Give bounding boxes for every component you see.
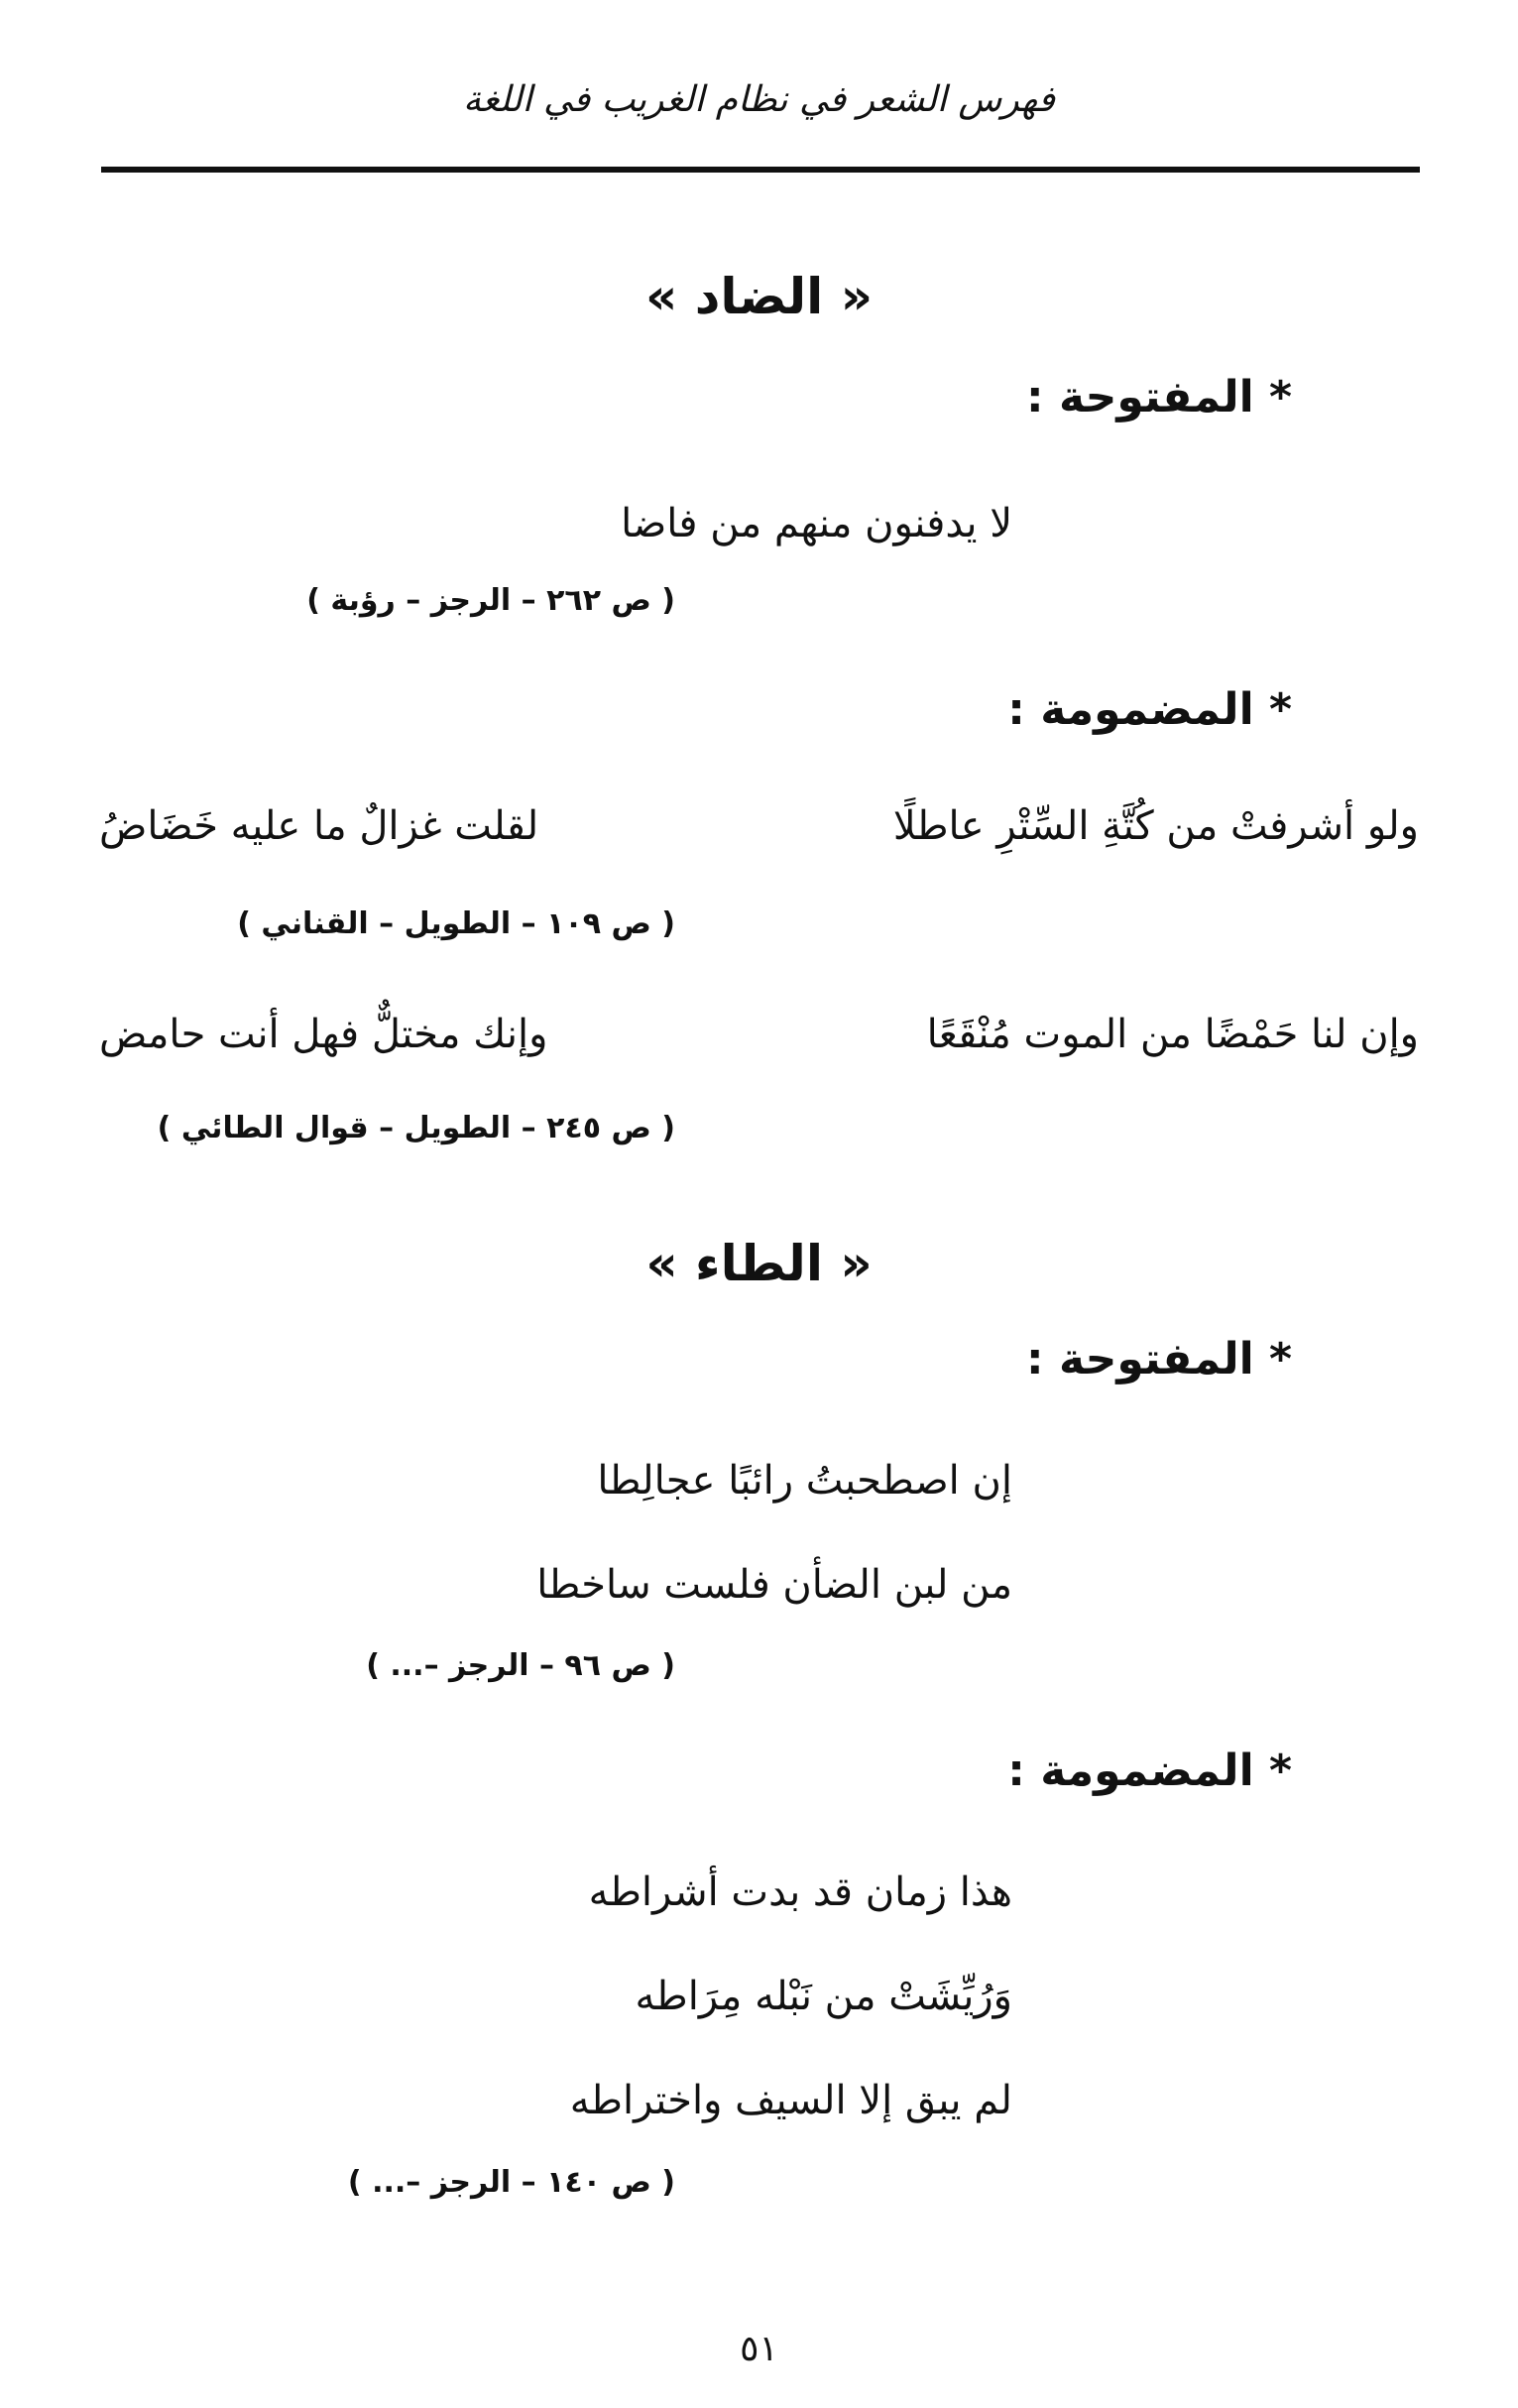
verse-line: لا يدفنون منهم من فاضا	[621, 501, 1012, 546]
verse-line: وَرُيِّشَتْ من نَبْله مِرَاطه	[635, 1974, 1012, 2019]
verse-citation: ( ص ٢٦٢ – الرجز – رؤبة )	[306, 583, 675, 618]
subheading-madmuma-dad: * المضمومة :	[1007, 684, 1292, 735]
verse-hemistich-first: وإن لنا حَمْضًا من الموت مُنْقَعًا	[926, 1012, 1419, 1057]
verse-citation: ( ص ١٤٠ – الرجز –... )	[347, 2165, 675, 2200]
page-number: ٥١	[740, 2329, 778, 2369]
subheading-maftuha-ta: * المفتوحة :	[1026, 1334, 1292, 1385]
verse-line: لم يبق إلا السيف واختراطه	[569, 2078, 1012, 2123]
verse-citation: ( ص ٩٦ – الرجز –... )	[366, 1648, 675, 1683]
verse-hemistich-second: وإنك مختلٌّ فهل أنت حامض	[99, 1012, 548, 1057]
verse-line: إن اصطحبتُ رائبًا عجالِطا	[597, 1458, 1012, 1504]
subheading-maftuha-dad: * المفتوحة :	[1026, 372, 1292, 422]
section-title-ta: « الطاء »	[645, 1235, 873, 1292]
header-rule	[101, 167, 1420, 173]
subheading-madmuma-ta: * المضمومة :	[1007, 1746, 1292, 1796]
running-head: فهرس الشعر في نظام الغريب في اللغة	[463, 79, 1055, 120]
verse-line: من لبن الضأن فلست ساخطا	[536, 1562, 1012, 1608]
section-title-dad: « الضاد »	[644, 268, 874, 325]
verse-hemistich-second: لقلت غزالٌ ما عليه خَضَاضُ	[99, 803, 539, 849]
verse-hemistich-first: ولو أشرفتْ من كُتَّةِ السِّتْرِ عاطلًا	[892, 803, 1419, 849]
verse-citation: ( ص ١٠٩ – الطويل – القناني )	[237, 906, 675, 941]
verse-line: هذا زمان قد بدت أشراطه	[588, 1869, 1012, 1915]
verse-citation: ( ص ٢٤٥ – الطويل – قوال الطائي )	[157, 1111, 675, 1145]
